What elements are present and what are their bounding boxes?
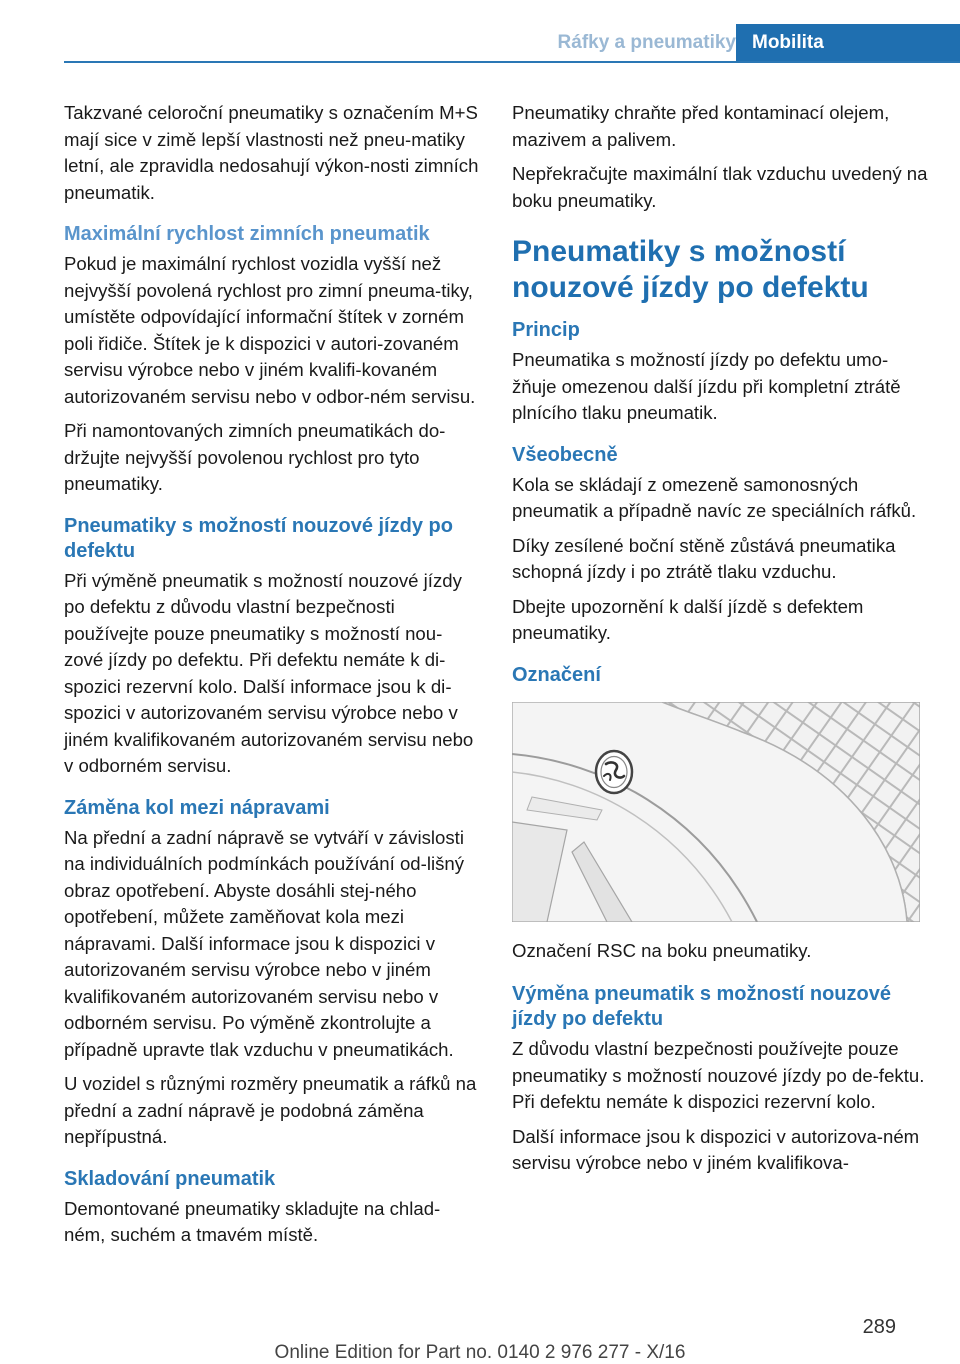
heading-tire-storage: Skladování pneumatik (64, 1167, 276, 1190)
edition-note: Online Edition for Part no. 0140 2 976 277 - X/16 (274, 1342, 686, 1363)
paragraph-replacing-2: Další informace jsou k dispozici v autorizova‐ném servisu výrobce nebo v jiném kvalifikova‐ (512, 1125, 920, 1173)
heading-runflat-main: Pneumatiky s možností nouzové jízdy po defektu (512, 235, 869, 304)
right-column (512, 100, 928, 1185)
paragraph-max-speed-1: Pokud je maximální rychlost vozidla vyšší než nejvyšší povolená rychlost pro zimní pneuma‐tiky, umístěte odpovídající informační štítek v zorném poli řidiče. Štítek je k dispozici v autori‐zovaném servisu výrobce nebo v jiném kvalifi‐kovaném autorizovaném servisu nebo v odbor‐ném servisu. (64, 253, 476, 407)
paragraph-general-3: Dbejte upozornění k další jízdě s defektem pneumatiky. (512, 595, 864, 643)
paragraph-tire-storage: Demontované pneumatiky skladujte na chlad‐ném, suchém a tmavém místě. (64, 1197, 441, 1245)
page-footer (0, 1316, 960, 1362)
heading-wheel-rotation: Záměna kol mezi nápravami (64, 796, 330, 819)
heading-general: Všeobecně (512, 443, 618, 466)
paragraph-contamination: Pneumatiky chraňte před kontaminací olejem, mazivem a palivem. (512, 102, 890, 150)
paragraph-max-pressure: Nepřekračujte maximální tlak vzduchu uvedený na boku pneumatiky. (512, 163, 928, 211)
heading-max-speed: Maximální rychlost zimních pneumatik (64, 223, 430, 245)
section-title: Ráfky a pneumatiky (557, 32, 736, 53)
paragraph-principle: Pneumatika s možností jízdy po defektu umo‐žňuje omezenou další jízdu při kompletní ztrátě plnícího tlaku pneumatik. (512, 349, 901, 423)
paragraph-general-1: Kola se skládají z omezeně samonosných pneumatik a případně navíc ze speciálních ráfků. (512, 473, 917, 521)
left-column (64, 100, 480, 1257)
illustration-caption: Označení RSC na boku pneumatiky. (512, 939, 812, 961)
paragraph-runflat-tires: Při výměně pneumatik s možností nouzové jízdy po defektu z důvodu vlastní bezpečnosti používejte pouze pneumatiky s možností nou‐zové jízdy po defektu. Při defektu nemáte k di‐spozici rezervní kolo. Další informace jsou k di‐spozici v autorizovaném servisu výrobce nebo v jiném kvalifikovaném autorizovaném servisu nebo v odborném servisu. (64, 569, 474, 776)
paragraph-general-2: Díky zesílené boční stěně zůstává pneumatika schopná jízdy i po ztrátě tlaku vzduchu. (512, 534, 896, 582)
tire-sidewall-illustration (512, 702, 920, 922)
rsc-logo-icon (596, 751, 632, 793)
heading-replacing-runflat: Výměna pneumatik s možností nouzové jízdy po defektu (512, 983, 891, 1030)
paragraph-all-season: Takzvané celoroční pneumatiky s označením M+S mají sice v zimě lepší vlastnosti než pneu‐matiky letní, ale zpravidla nedosahují výkon‐nosti zimních pneumatik. (64, 102, 479, 203)
header-rule (64, 61, 960, 63)
page-header (64, 24, 960, 62)
paragraph-wheel-rotation-1: Na přední a zadní nápravě se vytváří v závislosti na individuálních podmínkách používání od‐lišný obraz opotřebení. Abyste dosáhli stej‐ného opotřebení, můžete zaměňovat kola mezi nápravami. Další informace jsou k dispozici v autorizovaném servisu výrobce nebo v jiném kvalifikovaném autorizovaném servisu nebo v odborném servisu. Po výměně zkontrolujte a případně upravte tlak vzduchu v pneumatikách. (64, 826, 465, 1060)
chapter-tab: Mobilita (736, 24, 960, 62)
heading-runflat-tires: Pneumatiky s možností nouzové jízdy po defektu (64, 514, 453, 562)
heading-principle: Princip (512, 319, 580, 341)
heading-marking: Označení (512, 663, 601, 686)
paragraph-replacing-1: Z důvodu vlastní bezpečnosti používejte pouze pneumatiky s možností nouzové jízdy po de‐fektu. Při defektu nemáte k dispozici rezervní kolo. (512, 1038, 925, 1112)
page-number: 289 (862, 1316, 896, 1338)
paragraph-max-speed-2: Při namontovaných zimních pneumatikách do‐držujte nejvyšší povolenou rychlost pro tyto pneumatiky. (64, 420, 446, 494)
paragraph-wheel-rotation-2: U vozidel s různými rozměry pneumatik a ráfků na přední a zadní nápravě je podobná záměna nepřípustná. (64, 1073, 477, 1147)
